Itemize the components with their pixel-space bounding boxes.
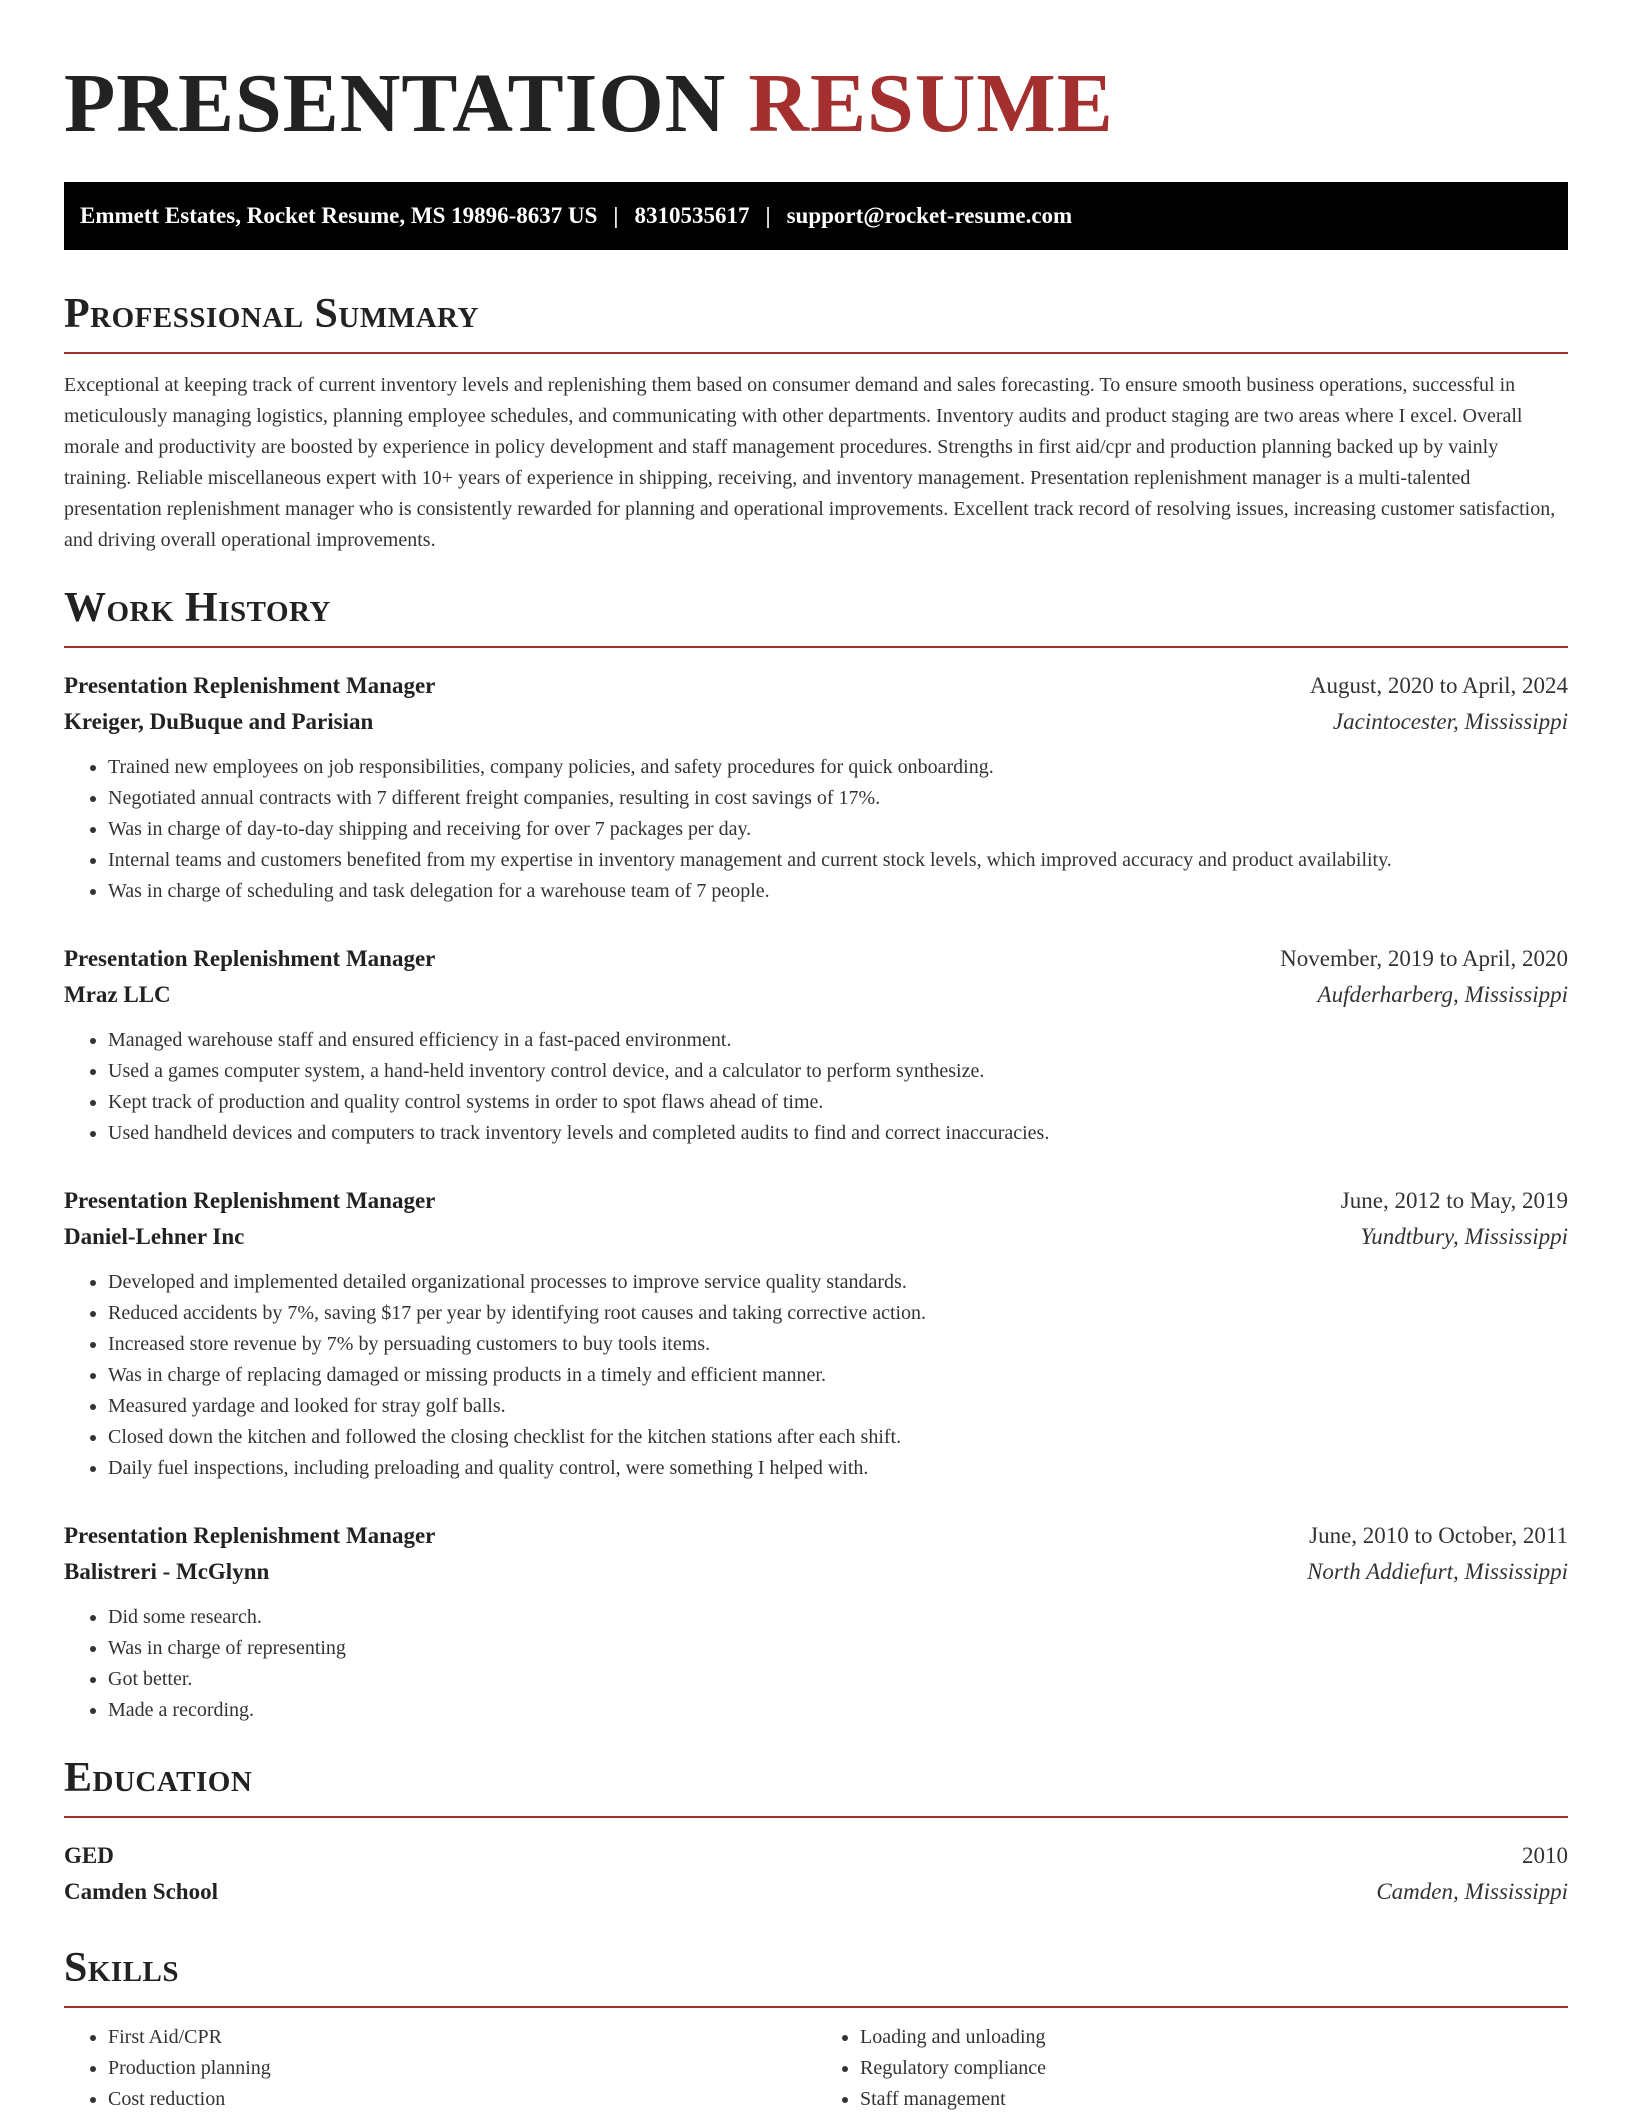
job-location: Aufderharberg, Mississippi [1317, 982, 1568, 1007]
job-bullet: • Internal teams and customers benefited from my expertise in inventory management and current stock levels, which improved accuracy and product availability. [108, 845, 1568, 876]
company-name: Mraz LLC [64, 982, 171, 1007]
contact-bar [64, 182, 1568, 250]
skill-item: • Production planning [108, 2053, 816, 2084]
job-bullet: • Increased store revenue by 7% by persuading customers to buy tools items. [108, 1329, 1568, 1360]
skill-item: • First Aid/CPR [108, 2022, 816, 2053]
job-location: North Addiefurt, Mississippi [1307, 1559, 1568, 1584]
job-bullet: • Kept track of production and quality control systems in order to spot flaws ahead of time. [108, 1087, 1568, 1118]
job-bullets [64, 1025, 1568, 1149]
company-name: Daniel-Lehner Inc [64, 1224, 245, 1249]
job-bullet: • Was in charge of representing [108, 1633, 1568, 1664]
job-bullets [64, 1602, 1568, 1726]
job-bullet: • Closed down the kitchen and followed the closing checklist for the kitchen stations after each shift. [108, 1422, 1568, 1453]
job-header-row [64, 1183, 1568, 1219]
job-bullet: • Got better. [108, 1664, 1568, 1695]
summary-text: Exceptional at keeping track of current inventory levels and replenishing them based on consumer demand and sales forecasting. To ensure smooth business operations, successful in meticulously managing logistics, planning employee schedules, and communicating with other departments. Inventory audits and product staging are two areas where I excel. Overall morale and productivity are boosted by experience in policy development and staff management procedures. Strengths in first aid/cpr and production planning backed up by vainly training. Reliable miscellaneous expert with 10+ years of experience in shipping, receiving, and inventory management. Presentation replenishment manager is a multi-talented presentation replenishment manager who is consistently rewarded for planning and operational improvements. Excellent track record of resolving issues, increasing customer satisfaction, and driving overall operational improvements. [64, 374, 1556, 551]
job-company-row [64, 704, 1568, 740]
education-entry [64, 1838, 1568, 1910]
job-bullet: • Reduced accidents by 7%, saving $17 per year by identifying root causes and taking corrective action. [108, 1298, 1568, 1329]
job-title: Presentation Replenishment Manager [64, 673, 436, 698]
skill-item: • Regulatory compliance [860, 2053, 1568, 2084]
job-dates: June, 2010 to October, 2011 [1309, 1523, 1568, 1548]
job-entry [64, 1518, 1568, 1726]
resume-name-title [64, 54, 1568, 154]
job-header-row [64, 1518, 1568, 1554]
skill-item: • Staff management [860, 2084, 1568, 2115]
skills-section [64, 1942, 1568, 2115]
contact-separator: | [613, 203, 619, 228]
company-name: Balistreri - McGlynn [64, 1559, 270, 1584]
skills-column-left [64, 2022, 816, 2115]
professional-summary-section [64, 288, 1568, 556]
section-heading: Skills [64, 1945, 180, 1991]
section-heading: Professional Summary [64, 291, 479, 337]
skills-column-right [816, 2022, 1568, 2115]
job-bullet: • Did some research. [108, 1602, 1568, 1633]
contact-address: Emmett Estates, Rocket Resume, MS 19896-8637 US [80, 203, 598, 228]
contact-separator: | [765, 203, 771, 228]
job-bullet: • Negotiated annual contracts with 7 different freight companies, resulting in cost savings of 17%. [108, 783, 1568, 814]
job-dates: August, 2020 to April, 2024 [1309, 673, 1568, 698]
job-bullet: • Was in charge of day-to-day shipping and receiving for over 7 packages per day. [108, 814, 1568, 845]
job-entry [64, 941, 1568, 1149]
job-bullets [64, 752, 1568, 907]
section-heading: Education [64, 1755, 253, 1801]
job-dates: June, 2012 to May, 2019 [1340, 1188, 1568, 1213]
job-list [64, 668, 1568, 1726]
section-divider [64, 1816, 1568, 1818]
education-section [64, 1752, 1568, 1910]
section-divider [64, 646, 1568, 648]
contact-phone: 8310535617 [634, 203, 750, 228]
job-bullet: • Developed and implemented detailed organizational processes to improve service quality standards. [108, 1267, 1568, 1298]
job-bullet: • Managed warehouse staff and ensured efficiency in a fast-paced environment. [108, 1025, 1568, 1056]
section-divider [64, 352, 1568, 354]
job-bullet: • Used handheld devices and computers to track inventory levels and completed audits to find and correct inaccuracies. [108, 1118, 1568, 1149]
job-bullet: • Measured yardage and looked for stray golf balls. [108, 1391, 1568, 1422]
skill-item: • Cost reduction [108, 2084, 816, 2115]
school-name: Camden School [64, 1879, 218, 1904]
job-header-row [64, 941, 1568, 977]
job-company-row [64, 977, 1568, 1013]
job-bullet: • Used a games computer system, a hand-held inventory control device, and a calculator to perform synthesize. [108, 1056, 1568, 1087]
job-company-row [64, 1219, 1568, 1255]
job-bullet: • Made a recording. [108, 1695, 1568, 1726]
job-company-row [64, 1554, 1568, 1590]
skills-grid [64, 2022, 1568, 2115]
job-header-row [64, 668, 1568, 704]
job-bullet: • Daily fuel inspections, including preloading and quality control, were something I helped with. [108, 1453, 1568, 1484]
job-bullet: • Trained new employees on job responsibilities, company policies, and safety procedures for quick onboarding. [108, 752, 1568, 783]
school-location: Camden, Mississippi [1376, 1879, 1568, 1904]
section-heading: Work History [64, 585, 331, 631]
skill-item: • Loading and unloading [860, 2022, 1568, 2053]
job-location: Jacintocester, Mississippi [1332, 709, 1568, 734]
job-title: Presentation Replenishment Manager [64, 946, 436, 971]
job-location: Yundtbury, Mississippi [1360, 1224, 1568, 1249]
name-last: RESUME [748, 57, 1114, 150]
contact-email: support@rocket-resume.com [786, 203, 1073, 228]
job-entry [64, 1183, 1568, 1484]
company-name: Kreiger, DuBuque and Parisian [64, 709, 374, 734]
work-history-section [64, 582, 1568, 1726]
education-row [64, 1874, 1568, 1910]
job-entry [64, 668, 1568, 907]
job-title: Presentation Replenishment Manager [64, 1188, 436, 1213]
job-bullet: • Was in charge of replacing damaged or missing products in a timely and efficient manner. [108, 1360, 1568, 1391]
job-bullet: • Was in charge of scheduling and task delegation for a warehouse team of 7 people. [108, 876, 1568, 907]
name-first: PRESENTATION [64, 57, 727, 150]
education-year: 2010 [1522, 1843, 1568, 1868]
job-bullets [64, 1267, 1568, 1484]
section-divider [64, 2006, 1568, 2008]
job-dates: November, 2019 to April, 2020 [1280, 946, 1568, 971]
job-title: Presentation Replenishment Manager [64, 1523, 436, 1548]
education-row [64, 1838, 1568, 1874]
degree: GED [64, 1843, 114, 1868]
